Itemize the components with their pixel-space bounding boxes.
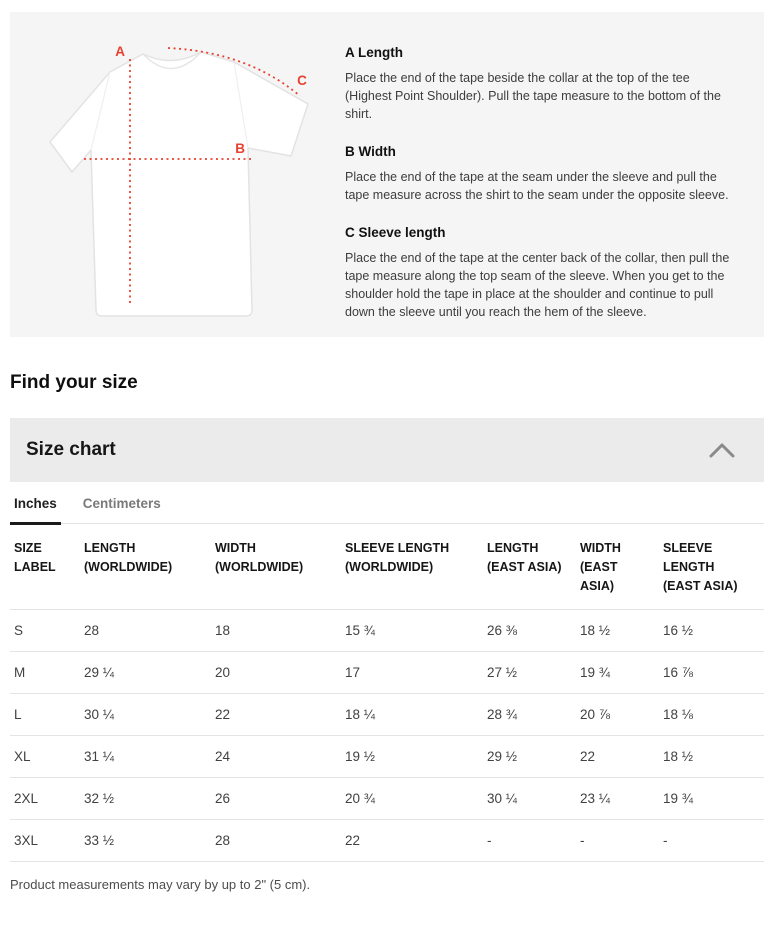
cell-value: 18 xyxy=(211,610,341,652)
header-size-label: SIZE LABEL xyxy=(14,541,56,574)
measurement-label-a: A xyxy=(115,44,125,59)
cell-value: 29 ¼ xyxy=(80,652,211,694)
header-length-worldwide: LENGTH (WORLDWIDE) xyxy=(84,541,173,574)
header-sleeve-east-asia: SLEEVE LENGTH (EAST ASIA) xyxy=(663,541,738,593)
cell-value: 28 xyxy=(211,820,341,862)
cell-value: 18 ½ xyxy=(576,610,659,652)
guide-section-width xyxy=(345,144,738,204)
tab-centimeters[interactable]: Centimeters xyxy=(82,496,161,511)
guide-title-sleeve: C Sleeve length xyxy=(345,225,446,240)
tshirt-shape xyxy=(50,52,308,316)
find-your-size-heading: Find your size xyxy=(10,372,138,393)
tshirt-diagram xyxy=(38,22,360,330)
cell-value: 26 ⅜ xyxy=(483,610,576,652)
cell-value: 32 ½ xyxy=(80,778,211,820)
cell-value: 19 ¾ xyxy=(659,778,764,820)
cell-value: 18 ⅛ xyxy=(659,694,764,736)
cell-size: M xyxy=(10,652,80,694)
cell-value: - xyxy=(483,820,576,862)
guide-title-length: A Length xyxy=(345,45,403,60)
cell-value: 33 ½ xyxy=(80,820,211,862)
cell-value: 22 xyxy=(576,736,659,778)
cell-value: 22 xyxy=(211,694,341,736)
cell-value: 18 ¼ xyxy=(341,694,483,736)
cell-value: 31 ¼ xyxy=(80,736,211,778)
header-width-east-asia: WIDTH (EAST ASIA) xyxy=(580,541,621,593)
table-header-row xyxy=(10,524,764,610)
guide-section-sleeve xyxy=(345,225,738,321)
tshirt-illustration xyxy=(38,22,360,330)
cell-value: - xyxy=(659,820,764,862)
measuring-instructions xyxy=(340,12,764,337)
cell-value: 18 ½ xyxy=(659,736,764,778)
table-row-l xyxy=(10,694,764,736)
cell-value: 30 ¼ xyxy=(80,694,211,736)
table-row-m xyxy=(10,652,764,694)
guide-body-sleeve: Place the end of the tape at the center back of the collar, then pull the tape measure along the top seam of the sleeve. When you get to the shoulder hold the tape in place at the shoulder and continue to pull down the sleeve until you reach the hem of the sleeve. xyxy=(345,251,730,319)
cell-value: 24 xyxy=(211,736,341,778)
table-row-xl xyxy=(10,736,764,778)
chevron-up-icon[interactable] xyxy=(708,441,736,459)
cell-value: 19 ¾ xyxy=(576,652,659,694)
table-row-2xl xyxy=(10,778,764,820)
cell-size: 2XL xyxy=(10,778,80,820)
cell-size: S xyxy=(10,610,80,652)
size-chart-table xyxy=(10,524,764,862)
cell-size: XL xyxy=(10,736,80,778)
table-row-s xyxy=(10,610,764,652)
cell-size: 3XL xyxy=(10,820,80,862)
cell-value: 20 xyxy=(211,652,341,694)
cell-value: 30 ¼ xyxy=(483,778,576,820)
cell-value: 26 xyxy=(211,778,341,820)
cell-value: 22 xyxy=(341,820,483,862)
cell-value: 15 ¾ xyxy=(341,610,483,652)
unit-tabs xyxy=(10,482,764,524)
header-sleeve-worldwide: SLEEVE LENGTH (WORLDWIDE) xyxy=(345,541,450,574)
table-row-3xl xyxy=(10,820,764,862)
size-chart-accordion-header[interactable] xyxy=(10,418,764,482)
cell-size: L xyxy=(10,694,80,736)
guide-body-length: Place the end of the tape beside the collar at the top of the tee (Highest Point Shoulder). Pull the tape measure to the bottom of the shirt. xyxy=(345,71,721,121)
tab-inches[interactable]: Inches xyxy=(10,496,61,523)
measurement-variance-note: Product measurements may vary by up to 2" (5 cm). xyxy=(10,877,311,892)
size-chart-title: Size chart xyxy=(26,439,116,460)
header-width-worldwide: WIDTH (WORLDWIDE) xyxy=(215,541,304,574)
measurement-label-c: C xyxy=(297,73,307,88)
guide-title-width: B Width xyxy=(345,144,396,159)
cell-value: 20 ⅞ xyxy=(576,694,659,736)
cell-value: 29 ½ xyxy=(483,736,576,778)
guide-body-width: Place the end of the tape at the seam under the sleeve and pull the tape measure across the shirt to the seam under the opposite sleeve. xyxy=(345,170,729,202)
cell-value: 16 ½ xyxy=(659,610,764,652)
measuring-guide-panel xyxy=(10,12,764,337)
cell-value: 20 ¾ xyxy=(341,778,483,820)
header-length-east-asia: LENGTH (EAST ASIA) xyxy=(487,541,562,574)
cell-value: 28 xyxy=(80,610,211,652)
cell-value: 19 ½ xyxy=(341,736,483,778)
guide-section-length xyxy=(345,45,738,123)
cell-value: 16 ⅞ xyxy=(659,652,764,694)
cell-value: 27 ½ xyxy=(483,652,576,694)
cell-value: - xyxy=(576,820,659,862)
measurement-label-b: B xyxy=(235,141,245,156)
cell-value: 17 xyxy=(341,652,483,694)
cell-value: 28 ¾ xyxy=(483,694,576,736)
cell-value: 23 ¼ xyxy=(576,778,659,820)
